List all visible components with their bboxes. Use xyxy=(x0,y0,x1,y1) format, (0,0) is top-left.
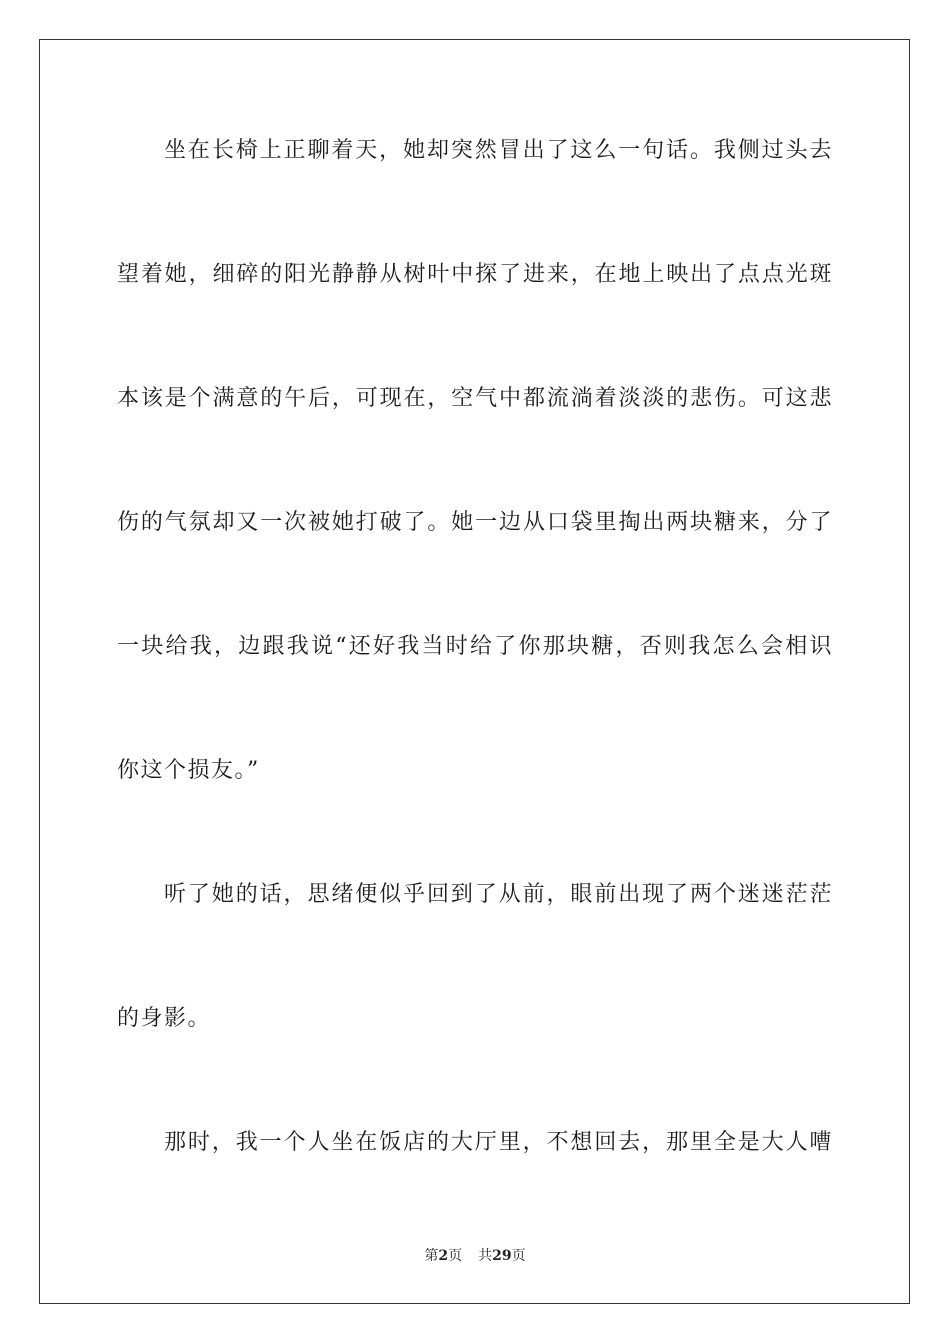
paragraph-1-line-4: 伤的气氛却又一次被她打破了。她一边从口袋里掏出两块糖来，分了 xyxy=(117,510,833,535)
paragraph-1-line-2: 望着她，细碎的阳光静静从树叶中探了进来，在地上映出了点点光斑 xyxy=(117,262,833,287)
paragraph-2-line-1: 听了她的话，思绪便似乎回到了从前，眼前出现了两个迷迷茫茫 xyxy=(164,882,833,907)
total-label-suffix: 页 xyxy=(511,1248,526,1264)
page-label-suffix: 页 xyxy=(448,1248,463,1264)
page-border xyxy=(39,39,910,1304)
total-label-prefix: 共 xyxy=(478,1248,493,1264)
total-pages: 29 xyxy=(492,1248,512,1264)
page-label-prefix: 第 xyxy=(424,1248,439,1264)
paragraph-1-line-1: 坐在长椅上正聊着天，她却突然冒出了这么一句话。我侧过头去 xyxy=(164,138,833,163)
paragraph-3-line-1: 那时，我一个人坐在饭店的大厅里，不想回去，那里全是大人嘈 xyxy=(164,1130,833,1155)
page-number: 2 xyxy=(438,1248,449,1264)
paragraph-2-line-2: 的身影。 xyxy=(117,1006,212,1031)
paragraph-1-line-6: 你这个损友。” xyxy=(117,758,260,783)
paragraph-1-line-3: 本该是个满意的午后，可现在，空气中都流淌着淡淡的悲伤。可这悲 xyxy=(117,386,833,411)
page-footer xyxy=(0,1246,950,1266)
paragraph-1-line-5: 一块给我，边跟我说“还好我当时给了你那块糖，否则我怎么会相识 xyxy=(117,634,833,659)
